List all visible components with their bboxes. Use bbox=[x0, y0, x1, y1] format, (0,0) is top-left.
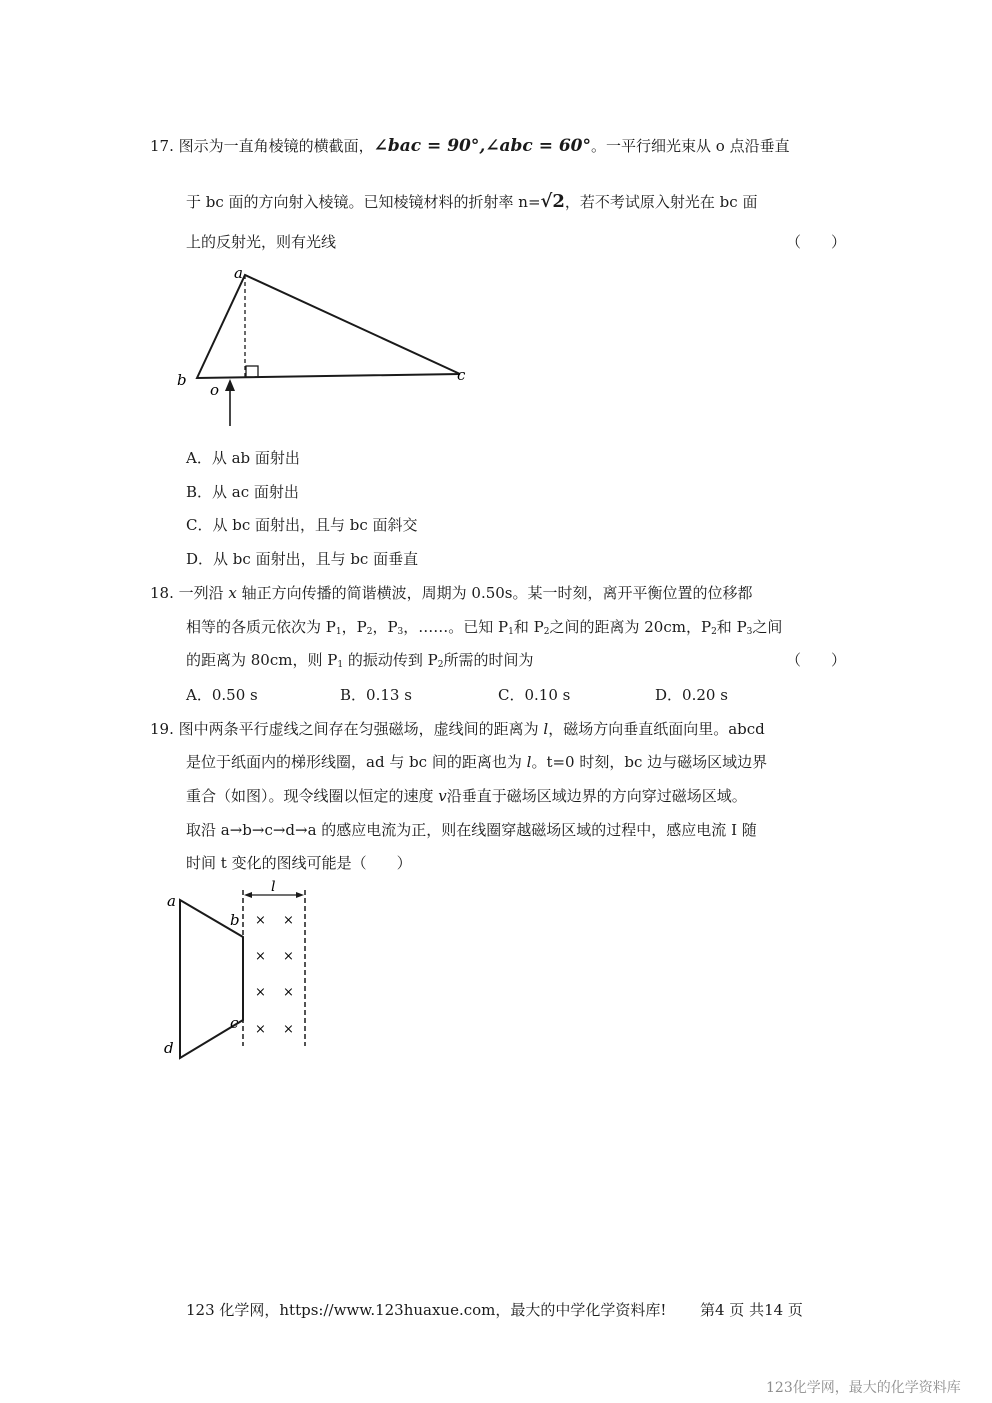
q17-option-d: D．从 bc 面射出，且与 bc 面垂直 bbox=[186, 550, 419, 568]
q18-line-3: 的距离为 80cm，则 $P_1$ 的振动传到 $P_2$所需的时间为 bbox=[186, 651, 534, 670]
watermark: 123化学网，最大的化学资料库 bbox=[766, 1380, 961, 1396]
q18-option-b: B．0.13 s bbox=[340, 686, 412, 704]
sqrt-2: √2 bbox=[540, 191, 565, 212]
label-a: a bbox=[234, 264, 243, 282]
q17-answer-paren: （ ） bbox=[786, 233, 847, 251]
q19-line-1: 19. 图中两条平行虚线之间存在匀强磁场，虚线间的距离为 l，磁场方向垂直纸面向里。abcd bbox=[150, 720, 765, 738]
q17-option-a: A．从 ab 面射出 bbox=[186, 449, 300, 467]
footer-text: 123 化学网，https://www.123huaxue.com，最大的中学化学资料库! bbox=[186, 1301, 667, 1319]
field-cross: × bbox=[283, 985, 294, 1000]
q17-line-2: 于 bc 面的方向射入棱镜。已知棱镜材料的折射率 n=√2，若不考试原入射光在 bc 面 bbox=[186, 191, 758, 212]
label-b: b bbox=[230, 911, 240, 929]
q17-option-b: B．从 ac 面射出 bbox=[186, 483, 299, 501]
label-l: l bbox=[271, 880, 276, 895]
q19-line-2: 是位于纸面内的梯形线圈，ad 与 bc 间的距离也为 l。t=0 时刻，bc 边与磁场区域边界 bbox=[186, 753, 768, 771]
q18-option-c: C．0.10 s bbox=[498, 686, 571, 704]
angle-formula: ∠bac = 90°,∠abc = 60° bbox=[373, 136, 592, 156]
q18-line-2: 相等的各质元依次为 $P_1$，$P_2$，$P_3$，……。已知 $P_1$和 $P_2$之间的距离为 20cm，$P_2$和 $P_3$之间 bbox=[186, 618, 783, 637]
label-b: b bbox=[177, 371, 187, 389]
q17-line-1: 17. 图示为一直角棱镜的横截面，∠bac = 90°,∠abc = 60°。一平行细光束从 o 点沿垂直 bbox=[150, 136, 790, 156]
q19-line-3: 重合（如图）。现令线圈以恒定的速度 v沿垂直于磁场区域边界的方向穿过磁场区域。 bbox=[186, 787, 747, 805]
label-c: c bbox=[457, 366, 466, 384]
field-cross: × bbox=[255, 913, 266, 928]
label-a: a bbox=[167, 892, 176, 910]
prism-figure bbox=[170, 262, 480, 432]
footer-page: 第4 页 共14 页 bbox=[700, 1301, 803, 1319]
field-cross: × bbox=[255, 949, 266, 964]
q19-line-5: 时间 t 变化的图线可能是（ ） bbox=[186, 854, 412, 872]
label-c: c bbox=[230, 1014, 239, 1032]
q19-line-4: 取沿 a→b→c→d→a 的感应电流为正，则在线圈穿越磁场区域的过程中，感应电流 I 随 bbox=[186, 821, 757, 839]
q18-option-d: D．0.20 s bbox=[655, 686, 728, 704]
q18-option-a: A．0.50 s bbox=[186, 686, 258, 704]
label-d: d bbox=[164, 1039, 174, 1057]
field-cross: × bbox=[255, 985, 266, 1000]
q18-line-1: 18. 一列沿 x 轴正方向传播的简谐横波，周期为 0.50s。某一时刻，离开平衡位置的位移都 bbox=[150, 584, 753, 602]
field-cross: × bbox=[283, 913, 294, 928]
q17-line-3: 上的反射光，则有光线 bbox=[186, 233, 337, 251]
field-cross: × bbox=[255, 1022, 266, 1037]
field-cross: × bbox=[283, 949, 294, 964]
q18-answer-paren: （ ） bbox=[786, 651, 847, 669]
coil-field-figure bbox=[160, 880, 320, 1060]
field-cross: × bbox=[283, 1022, 294, 1037]
label-o: o bbox=[210, 381, 220, 399]
q17-option-c: C．从 bc 面射出，且与 bc 面斜交 bbox=[186, 516, 418, 534]
